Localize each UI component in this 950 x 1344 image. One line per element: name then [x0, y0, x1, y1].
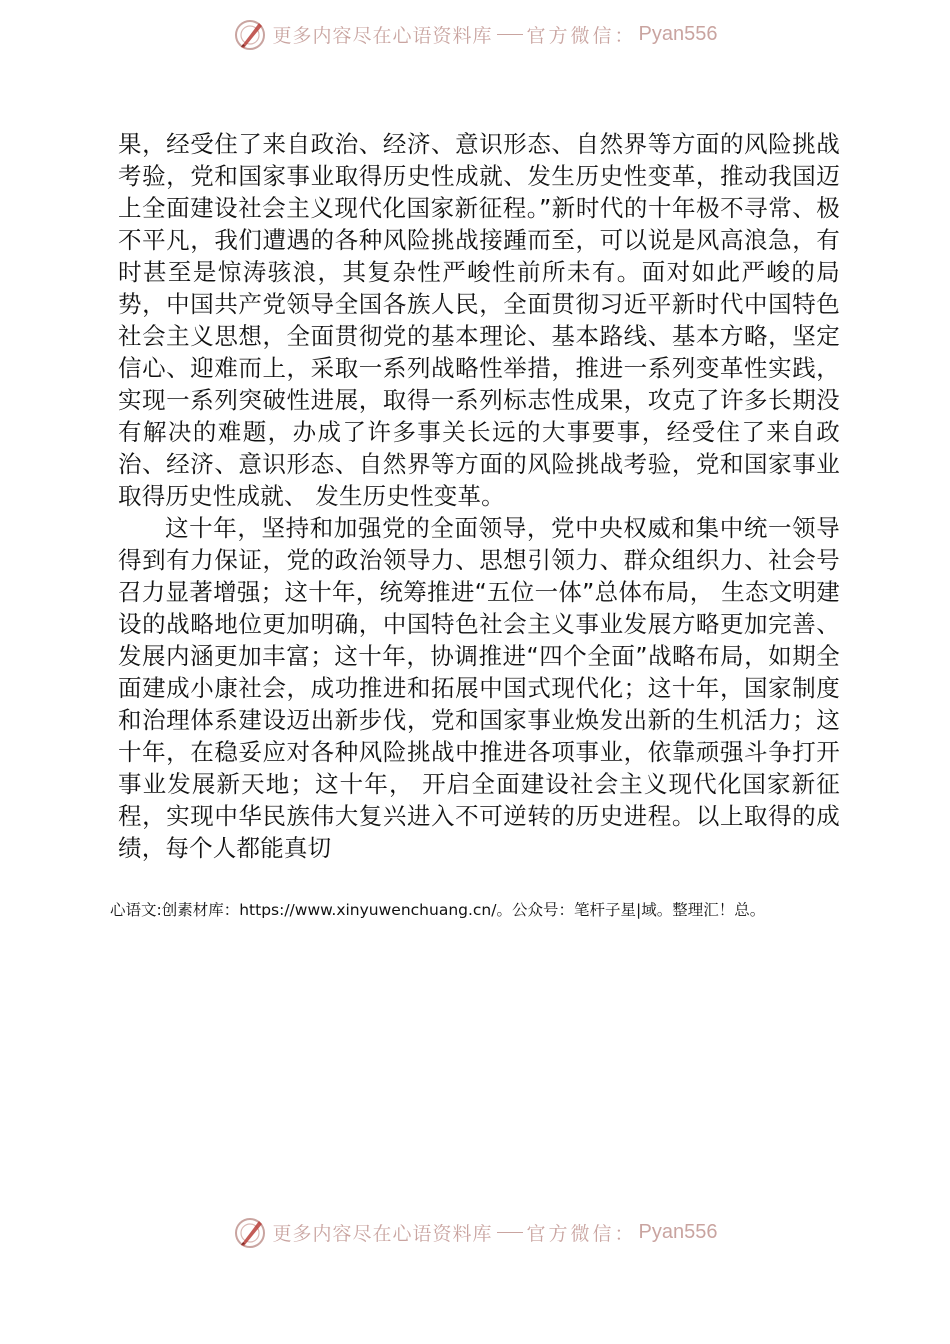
source-footnote: 心语文:创素材库：https://www.xinyuwenchuang.cn/。公众号：笔杆子星|域。整理汇！总。 [110, 901, 766, 919]
paragraph-2: 这十年，坚持和加强党的全面领导，党中央权威和集中统一领导得到有力保证，党的政治领导力、思想引领力、群众组织力、社会号召力显著增强；这十年，统筹推进“五位一体”总体布局， 生态文明建设的战略地位更加明确，中国特色社会主义事业发展方略更加完善、发展内涵更加丰富；这十年，协调推进“四个全面”战略布局，如期全面建成小康社会，成功推进和拓展中国式现代化；这十年，国家制度和治理体系建设迈出新步伐，党和国家事业焕发出新的生机活力；这十年，在稳妥应对各种风险挑战中推进各项事业，依靠顽强斗争打开事业发展新天地；这十年， 开启全面建设社会主义现代化国家新征程，实现中华民族伟大复兴进入不可逆转的历史进程。以上取得的成绩，每个人都能真切 [118, 514, 840, 862]
header-banner [0, 14, 950, 54]
banner-wechat-account: Pyan556 [638, 1220, 718, 1243]
banner-site-name: 更多内容尽在心语资料库 [272, 1222, 493, 1245]
banner-dash-divider [497, 1232, 523, 1233]
pen-logo-icon [233, 1215, 267, 1249]
banner-wechat-label: 官方微信： [526, 24, 637, 47]
paragraph-1: 果，经受住了来自政治、经济、意识形态、自然界等方面的风险挑战考验，党和国家事业取得历史性成就、发生历史性变革，推动我国迈上全面建设社会主义现代化国家新征程。”新时代的十年极不寻常、极不平凡，我们遭遇的各种风险挑战接踵而至，可以说是风高浪急，有时甚至是惊涛骇浪，其复杂性严峻性前所未有。面对如此严峻的局势，中国共产党领导全国各族人民，全面贯彻习近平新时代中国特色社会主义思想，全面贯彻党的基本理论、基本路线、基本方略，坚定信心、迎难而上，采取一系列战略性举措，推进一系列变革性实践，实现一系列突破性进展，取得一系列标志性成果，攻克了许多长期没有解决的难题，办成了许多事关长远的大事要事，经受住了来自政治、经济、意识形态、自然界等方面的风险挑战考验，党和国家事业取得历史性成就、 发生历史性变革。 [118, 130, 840, 510]
banner-wechat-label: 官方微信： [526, 1222, 637, 1245]
banner-dash-divider [497, 34, 523, 35]
footer-banner [0, 1212, 950, 1252]
document-body [118, 128, 840, 864]
banner-site-name: 更多内容尽在心语资料库 [272, 24, 493, 47]
banner-wechat-account: Pyan556 [638, 22, 718, 45]
pen-logo-icon [233, 17, 267, 51]
